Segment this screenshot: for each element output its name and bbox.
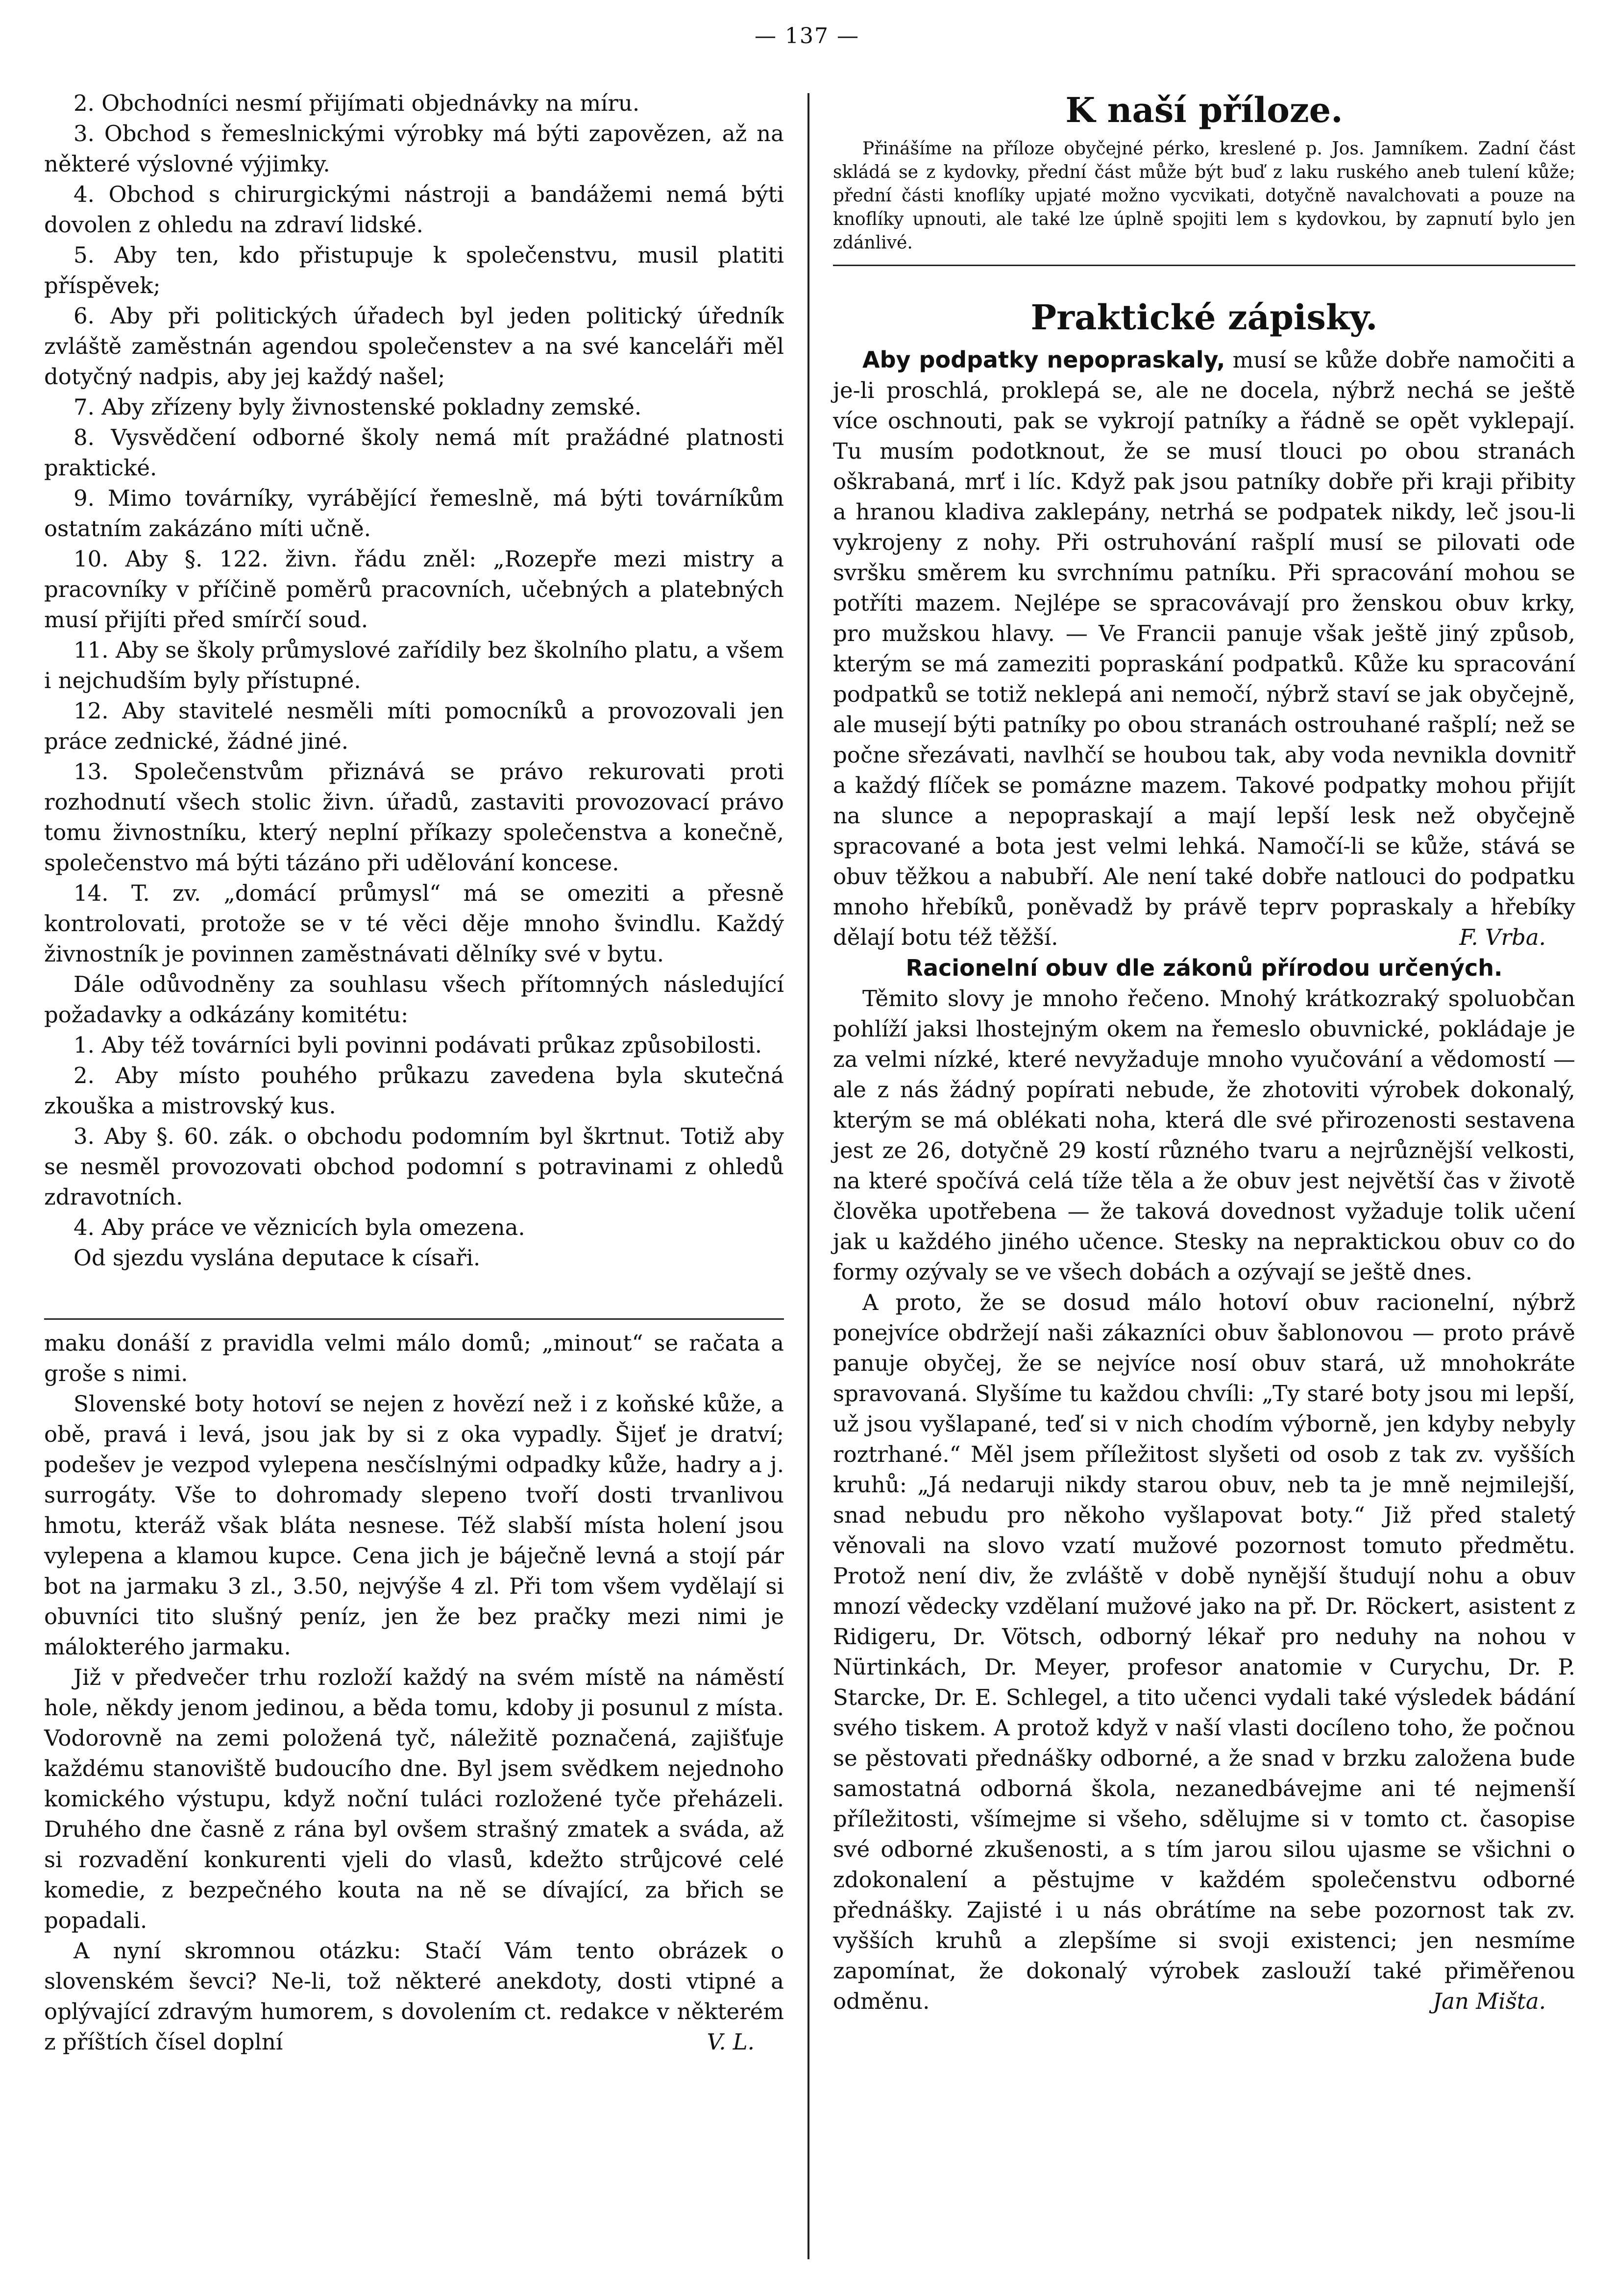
priloha-text: Přinášíme na příloze obyčejné pérko, kreslené p. Jos. Jamníkem. Zadní část skládá se z kydovky, přední část může být buď z laku ruského aneb tulení kůže; přední části knoflíky upjaté možno vycvikati, dotyčně navalchovati a pouze na knoflíky upnouti, ale také lze úplně spojiti lem s kydovkou, by zapnutí bylo jen zdánlivé. (833, 139, 1575, 253)
paragraph: 1. Aby též továrníci byli povinni podávati průkaz způsobilosti. (73, 1032, 762, 1058)
paragraph: 11. Aby se školy průmyslové zařídily bez školního platu, a všem i nejchudším byly přístupné. (44, 637, 784, 693)
paragraph: Slovenské boty hotoví se nejen z hovězí než i z koňské kůže, a obě, pravá i levá, jsou jak by si z oka vypadly. Šijeť je dratví; podešev je vezpod vylepena nesčíslnými odpadky kůže, hadry a j. surrogáty. Vše to dohromady slepeno tvoří dosti trvanlivou hmotu, kteráž však bláta nesnese. Též slabší místa holení jsou vylepena a klamou kupce. Cena jich je báječně levná a stojí pár bot na jarmaku 3 zl., 3.50, nejvýše 4 zl. Při tom všem vydělají si obuvníci tito slušný peníz, jen že bez pračky mezi nimi je málokterého jarmaku. (44, 1391, 784, 1660)
paragraph (44, 1936, 784, 2057)
paragraph: Od sjezdu vyslána deputace k císaři. (73, 1245, 481, 1271)
paragraph: 10. Aby §. 122. živn. řádu zněl: „Rozepře mezi mistry a pracovníky v příčině poměrů pracovních, učebných a platebných musí přijíti před smírčí soud. (44, 546, 784, 633)
article-lead: Racionelní obuv dle zákonů přírodou určených. (905, 955, 1503, 981)
paragraph: 14. T. zv. „domácí průmysl“ má se omeziti a přesně kontrolovati, protože se v té věci děje mnoho švindlu. Každý živnostník je povinnen zaměstnávati dělníky své v bytu. (44, 880, 784, 967)
paragraph: 5. Aby ten, kdo přistupuje k společenstvu, musil platiti příspěvek; (44, 242, 784, 298)
paragraph: 3. Obchod s řemeslnickými výrobky má býti zapovězen, až na některé výslovné výjimky. (44, 121, 784, 177)
paragraph: 3. Aby §. 60. zák. o obchodu podomním byl škrtnut. Totiž aby se nesměl provozovati obchod podomní s potravinami z ohledů zdravotních. (44, 1123, 784, 1210)
signature: Jan Mišta. (1433, 1988, 1546, 2014)
section-title-prakticke: Praktické zápisky. (1030, 297, 1378, 338)
paragraph: Dále odůvodněny za souhlasu všech přítomných následující požadavky a odkázány komitétu: (44, 971, 784, 1028)
signature: V. L. (707, 2029, 755, 2055)
paragraph: 12. Aby stavitelé nesměli míti pomocníků a provozovali jen práce zednické, žádné jiné. (44, 698, 784, 754)
article-podpatky (833, 345, 1575, 953)
paragraph: Těmito slovy je mnoho řečeno. Mnohý krátkozraký spoluobčan pohlíží jaksi lhostejným okem na řemeslo obuvnické, pokládaje je za velmi nízké, které nevyžaduje mnoho vyučování a vědomostí — ale z nás žádný popírati nebude, že zhotoviti výrobek dokonalý, kterým se má oblékati noha, která dle své přirozenosti sestavena jest ze 26, dotyčně 29 kostí různého tvaru a nejrůznější velkosti, na které spočívá celá tíže těla a že obuv jest největší čas v životě člověka upotřebena — že taková dovednost vyžaduje tolik učení jak u každého jiného učence. Stesky na nepraktickou obuv co do formy ozývaly se ve všech dobách a ozývají se ještě dnes. (833, 986, 1575, 1285)
left-column-top (44, 88, 784, 1323)
paragraph (833, 1287, 1575, 2017)
paragraph: maku donáší z pravidla velmi málo domů; „minout“ se račata a groše s nimi. (44, 1330, 784, 1386)
paragraph-text: A nyní skromnou otázku: Stačí Vám tento obrázek o slovenském ševci? Ne-li, tož některé anekdoty, dosti vtipné a oplývající zdravým humorem, s dovolením ct. redakce v některém z příštích čísel doplní (44, 1938, 784, 2055)
paragraph: 7. Aby zřízeny byly živnostenské pokladny zemské. (73, 394, 642, 420)
paragraph: 2. Obchodníci nesmí přijímati objednávky na míru. (73, 90, 640, 116)
right-column (833, 88, 1575, 2017)
paragraph: 4. Obchod s chirurgickými nástroji a bandážemi nemá býti dovolen z ohledu na zdraví lidské. (44, 181, 784, 238)
horizontal-rule (833, 265, 1575, 266)
article-title-racionelni (833, 953, 1575, 984)
signature: F. Vrba. (1459, 924, 1546, 950)
paragraph: 4. Aby práce ve věznicích byla omezena. (73, 1214, 525, 1240)
paragraph: 13. Společenstvům přiznává se právo rekurovati proti rozhodnutí všech stolic živn. úřadů, zastaviti provozovací právo tomu živnostníku, který neplní příkazy společenstva a konečně, společenstvo má býti tázáno při udělování koncese. (44, 759, 784, 876)
paragraph: 2. Aby místo pouhého průkazu zavedena byla skutečná zkouška a mistrovský kus. (44, 1062, 784, 1119)
section-title-priloha: K naší příloze. (1065, 90, 1343, 130)
left-column-bottom (44, 1328, 784, 2057)
paragraph-text: A proto, že se dosud málo hotoví obuv racionelní, nýbrž ponejvíce obdržejí naši zákazníci obuv šablonovou — proto právě panuje obyčej, že se nejvíce nosí obuv stará, už mnohokráte spravovaná. Slyšíme tu každou chvíli: „Ty staré boty jsou mi lepší, už jsou vyšlapané, teď si v nich chodím výborně, jen kdyby nebyly roztrhané.“ Měl jsem příležitost slyšeti od osob z tak zv. vyšších kruhů: „Já nedaruji nikdy starou obuv, neb ta je mně nejmilejší, snad nebudu pro někoho vyšlapovat boty.“ Již před staletý věnovali na slovo vzatí mužové pozornost tomuto předmětu. Protož není div, že zvláště v době nynější študují nohu a obuv mnozí vědecky vzdělaní mužové jako na př. Dr. Röckert, asistent z Ridigeru, Dr. Vötsch, odborný lékař pro neduhy na nohou v Nürtinkách, Dr. Meyer, profesor anatomie v Curychu, Dr. P. Starcke, Dr. E. Schlegel, a tito učenci vydali také výsledek bádání svého tiskem. A protož když v naší vlasti docíleno toho, že počnou se pěstovati přednášky odborné, a že snad v brzku založena bude samostatná odborná škola, nezanedbávejme ani té nejmenší příležitosti, všímejme si všeho, sdělujme si v tomto ct. časopise své odborné zkušenosti, a s tím jarou silou ujasme se všichni o zdokonalení a pěstujme v každém společenstvu odborné přednášky. Zajisté i u nás obrátíme na sebe pozornost tak zv. vyšších kruhů a zlepšíme si svoji existenci; jen nesmíme zapomínat, že dokonalý výrobek zaslouží také přiměřenou odměnu. (833, 1289, 1575, 2014)
paragraph: 8. Vysvědčení odborné školy nemá mít pražádné platnosti praktické. (44, 424, 784, 481)
paragraph: Již v předvečer trhu rozloží každý na svém místě na náměstí hole, někdy jenom jedinou, a běda tomu, kdoby ji posunul z místa. Vodorovně na zemi položená tyč, náležitě poznačená, zajišťuje každému stanoviště budoucího dne. Byl jsem svědkem nejednoho komického výstupu, když noční tuláci rozložené tyče přeházeli. Druhého dne časně z rána byl ovšem strašný zmatek a sváda, až si rozvadění konkurenti vjeli do vlasů, kdežto strůjcové celé komedie, z bezpečného kouta na ně se dívající, za břich se popadali. (44, 1664, 784, 1933)
horizontal-rule (44, 1318, 784, 1320)
article-lead: Aby podpatky nepopraskaly, (862, 346, 1225, 373)
column-divider (807, 93, 809, 2259)
paragraph: 6. Aby při politických úřadech byl jeden politický úředník zvláště zaměstnán agendou společenstev a na své kanceláři měl dotyčný nadpis, aby jej každý našel; (44, 303, 784, 390)
page-number: — 137 — (755, 24, 859, 49)
article-text: musí se kůže dobře namočiti a je-li proschlá, proklepá se, ale ne docela, nýbrž nechá se ještě více oschnouti, pak se vykrojí patníky a řádně se opět vyklepají. Tu musím podotknout, že se musí tlouci po obou stranách oškrabaná, mrť i líc. Když pak jsou patníky dobře při kraji přibity a hranou kladiva zaklepány, netrhá se podpatek nikdy, leč jsou-li vykrojeny z nohy. Při ostruhování rašplí musí se pilovati ode svršku směrem ku svrchnímu patníku. Při spracování mohou se potříti mazem. Nejlépe se spracovávají pro ženskou obuv krky, pro mužskou hlavy. — Ve Francii panuje však ještě jiný způsob, kterým se má zameziti popraskání podpatků. Kůže ku spracování podpatků se totiž neklepá ani nemočí, nýbrž staví se jak obyčejně, ale musejí býti patníky po obou stranách ostrouhané rašplí; než se počne sřezávati, navlhčí se houbou tak, aby voda nevnikla dovnitř a každý flíček se pomázne mazem. Takové podpatky mohou přijít na slunce a nepopraskají a mají lepší lesk než obyčejně spracované a bota jest velmi lehká. Namočí-li se kůže, stává se obuv těžkou a nabubří. Ale není také dobře natlouci do podpatku mnoho hřebíků, poněvadž by právě teprv popraskaly a hřebíky dělají botu též těžší. (833, 347, 1575, 950)
paragraph: 9. Mimo továrníky, vyrábějící řemeslně, má býti továrníkům ostatním zakázáno míti učně. (44, 485, 784, 542)
